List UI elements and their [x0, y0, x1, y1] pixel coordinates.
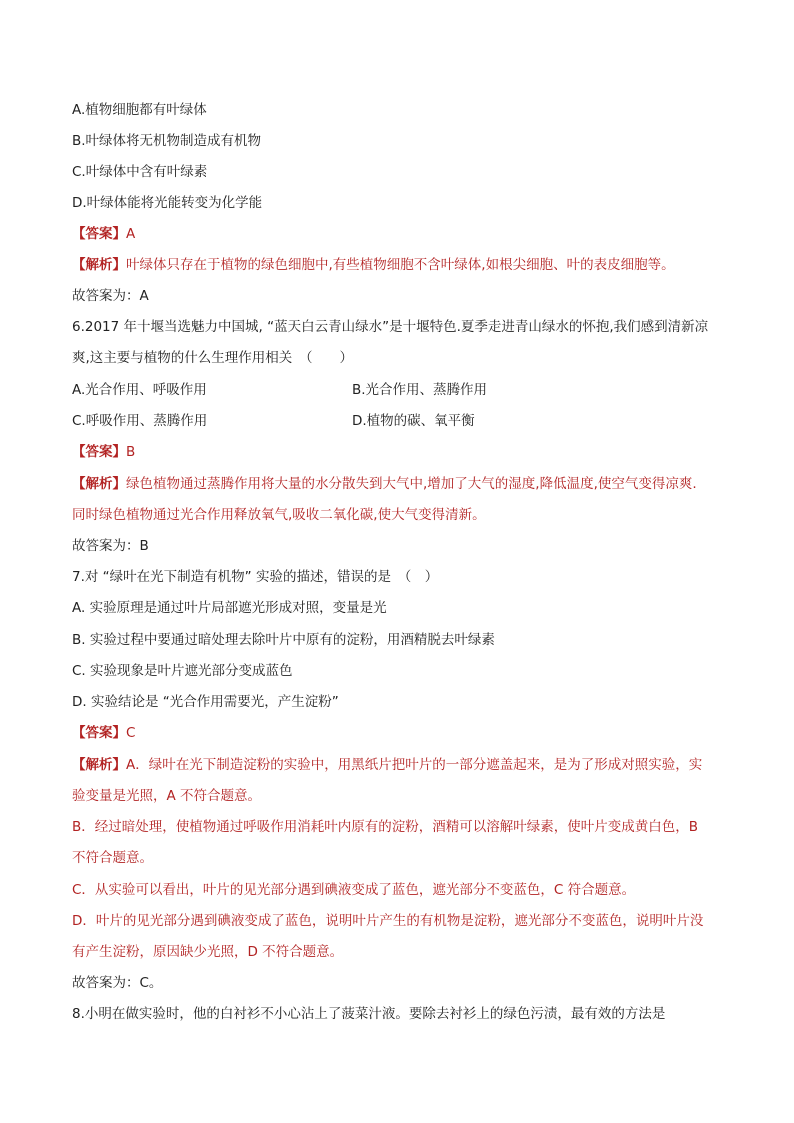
- q7-analysis-a-line2: 验变量是光照，A 不符合题意。: [72, 788, 262, 804]
- q7-option-a: A. 实验原理是通过叶片局部遮光形成对照，变量是光: [72, 600, 387, 616]
- q7-stem: 7.对 “绿叶在光下制造有机物” 实验的描述，错误的是 （ ）: [72, 569, 439, 585]
- q5-option-b: B.叶绿体将无机物制造成有机物: [72, 133, 262, 149]
- q7-option-b: B. 实验过程中要通过暗处理去除叶片中原有的淀粉，用酒精脱去叶绿素: [72, 632, 495, 648]
- q7-analysis-a-line1: [72, 755, 702, 775]
- q7-analysis-c: C．从实验可以看出，叶片的见光部分遇到碘液变成了蓝色，遮光部分不变蓝色，C 符合题意。: [72, 882, 636, 898]
- analysis-text: 绿色植物通过蒸腾作用将大量的水分散失到大气中,增加了大气的湿度,降低温度,使空气变得凉爽.: [126, 476, 697, 492]
- answer-tag: 【答案】: [72, 226, 126, 242]
- q6-analysis-line2: 同时绿色植物通过光合作用释放氧气,吸收二氧化碳,使大气变得清新。: [72, 507, 486, 523]
- analysis-text: A．绿叶在光下制造淀粉的实验中，用黑纸片把叶片的一部分遮盖起来，是为了形成对照实验，实: [126, 757, 703, 773]
- analysis-tag: 【解析】: [72, 257, 126, 273]
- q5-final-answer: 故答案为：A: [72, 288, 149, 304]
- q7-option-d: D. 实验结论是 “光合作用需要光，产生淀粉”: [72, 694, 339, 710]
- q6-option-a: A.光合作用、呼吸作用: [72, 382, 207, 398]
- q7-analysis-d-line2: 有产生淀粉，原因缺少光照，D 不符合题意。: [72, 944, 344, 960]
- q5-option-a: A.植物细胞都有叶绿体: [72, 102, 207, 118]
- q5-analysis: [72, 255, 675, 275]
- analysis-tag: 【解析】: [72, 757, 126, 773]
- q6-option-b: B.光合作用、蒸腾作用: [352, 382, 488, 398]
- q7-analysis-b-line1: B．经过暗处理，使植物通过呼吸作用消耗叶内原有的淀粉，酒精可以溶解叶绿素，使叶片变成黄白色，B: [72, 819, 699, 835]
- answer-tag: 【答案】: [72, 725, 126, 741]
- q6-option-d: D.植物的碳、氧平衡: [352, 413, 475, 429]
- q6-final-answer: 故答案为：B: [72, 538, 149, 554]
- answer-value: C: [126, 725, 136, 741]
- q6-analysis-line1: [72, 474, 697, 494]
- analysis-text: 叶绿体只存在于植物的绿色细胞中,有些植物细胞不含叶绿体,如根尖细胞、叶的表皮细胞等。: [126, 257, 675, 273]
- q6-stem-line1: 6.2017 年十堰当选魅力中国城, “蓝天白云青山绿水”是十堰特色.夏季走进青山绿水的怀抱,我们感到清新凉: [72, 319, 709, 335]
- q7-answer: [72, 723, 135, 743]
- analysis-tag: 【解析】: [72, 476, 126, 492]
- q7-option-c: C. 实验现象是叶片遮光部分变成蓝色: [72, 663, 293, 679]
- answer-tag: 【答案】: [72, 444, 126, 460]
- q7-final-answer: 故答案为：C。: [72, 975, 163, 991]
- q5-answer: [72, 224, 135, 244]
- q8-stem: 8.小明在做实验时，他的白衬衫不小心沾上了菠菜汁液。要除去衬衫上的绿色污渍，最有效的方法是: [72, 1006, 666, 1022]
- q5-option-c: C.叶绿体中含有叶绿素: [72, 164, 208, 180]
- q7-analysis-b-line2: 不符合题意。: [72, 850, 153, 866]
- q5-option-d: D.叶绿体能将光能转变为化学能: [72, 195, 263, 211]
- q6-answer: [72, 442, 135, 462]
- q6-stem-line2: 爽,这主要与植物的什么生理作用相关 （ ）: [72, 350, 354, 366]
- q6-option-c: C.呼吸作用、蒸腾作用: [72, 413, 208, 429]
- q7-analysis-d-line1: D．叶片的见光部分遇到碘液变成了蓝色，说明叶片产生的有机物是淀粉，遮光部分不变蓝色，说明叶片没: [72, 913, 704, 929]
- answer-value: B: [126, 444, 136, 460]
- answer-value: A: [126, 226, 136, 242]
